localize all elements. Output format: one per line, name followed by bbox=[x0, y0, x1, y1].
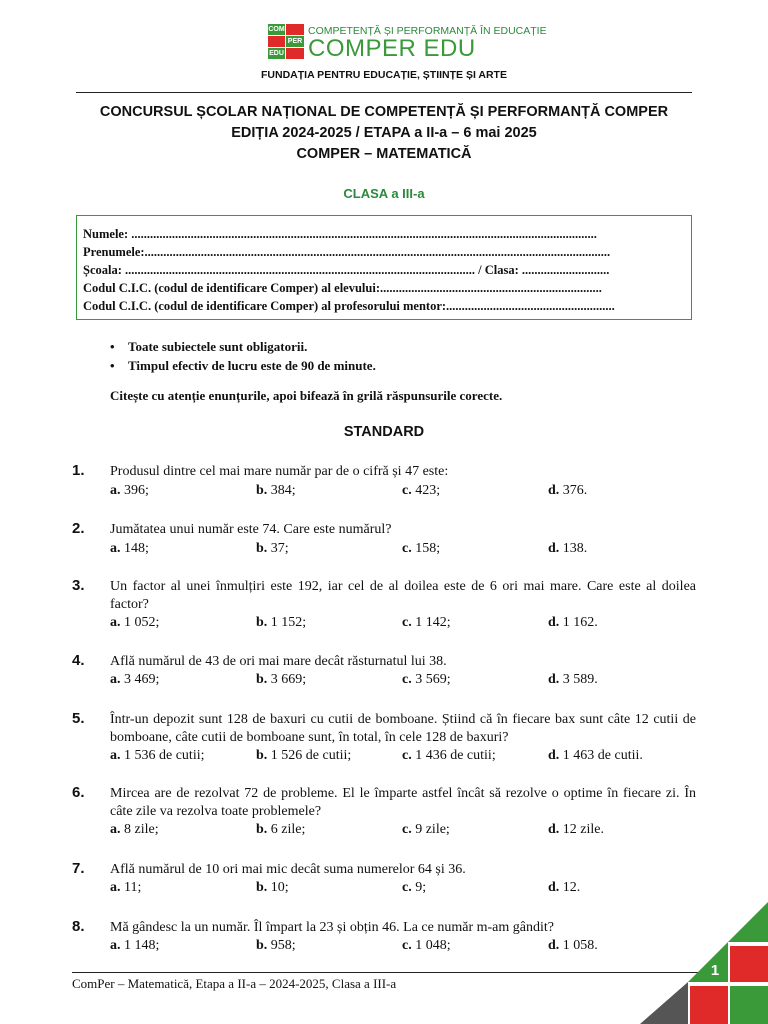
option-c[interactable]: c. 1 142; bbox=[402, 615, 451, 630]
option-d[interactable]: d. 138. bbox=[548, 541, 588, 556]
option-d[interactable]: d. 376. bbox=[548, 483, 588, 498]
question-number: 3. bbox=[72, 577, 85, 594]
option-a[interactable]: a. 148; bbox=[110, 541, 149, 556]
logo-cell bbox=[286, 48, 304, 59]
option-d[interactable]: d. 3 589. bbox=[548, 672, 598, 687]
logo-cell bbox=[268, 36, 285, 47]
rule-item bbox=[110, 356, 376, 375]
footer-divider bbox=[72, 972, 714, 973]
bullet-icon: • bbox=[110, 358, 115, 373]
option-b[interactable]: b. 37; bbox=[256, 541, 289, 556]
field-numele[interactable]: Numele: ..................................................................................................................................................... bbox=[83, 227, 597, 241]
footer-text: ComPer – Matematică, Etapa a II-a – 2024-2025, Clasa a III-a bbox=[72, 976, 397, 991]
option-d[interactable]: d. 12 zile. bbox=[548, 822, 605, 837]
option-c[interactable]: c. 423; bbox=[402, 483, 441, 498]
field-scoala-clasa[interactable]: Școala: ................................................................................................................ / Clasa: ............................ bbox=[83, 263, 610, 277]
question-text: Într-un depozit sunt 128 de baxuri cu cutii de bomboane. Știind că în fiecare bax sunt câte 12 cutii de bomboane, câte cutii de bomboane sunt, în total, în cele 128 de baxuri? bbox=[110, 712, 696, 745]
answer-options bbox=[110, 747, 696, 765]
question-text: Un factor al unei înmulțiri este 192, iar cel de al doilea este de 6 ori mai mare. Care este al doilea factor? bbox=[110, 579, 696, 612]
class-label: CLASA a III-a bbox=[343, 186, 425, 201]
logo-tagline: COMPETENȚĂ ȘI PERFORMANȚĂ ÎN EDUCAȚIE bbox=[308, 25, 547, 37]
contest-title: CONCURSUL ȘCOLAR NAȚIONAL DE COMPETENȚĂ ȘI PERFORMANȚĂ COMPER bbox=[99, 104, 669, 120]
bullet-icon: • bbox=[110, 339, 115, 354]
option-d[interactable]: d. 1 058. bbox=[548, 938, 598, 953]
logo-name: COMPER EDU bbox=[308, 35, 476, 62]
question-number: 8. bbox=[72, 918, 85, 935]
option-c[interactable]: c. 9; bbox=[402, 880, 427, 895]
answer-options bbox=[110, 821, 696, 839]
question-number: 2. bbox=[72, 520, 85, 537]
field-prenumele[interactable]: Prenumele:..................................................................................................................................................... bbox=[83, 245, 611, 259]
question-text: Mă gândesc la un număr. Îl împart la 23 și obțin 46. La ce număr m-am gândit? bbox=[110, 920, 554, 935]
question-text: Produsul dintre cel mai mare număr par de o cifră și 47 este: bbox=[110, 464, 449, 479]
identification-form bbox=[76, 215, 692, 320]
option-b[interactable]: b. 384; bbox=[256, 483, 296, 498]
comper-logo bbox=[268, 24, 547, 62]
option-a[interactable]: a. 3 469; bbox=[110, 672, 160, 687]
rules-list bbox=[110, 337, 376, 375]
option-b[interactable]: b. 958; bbox=[256, 938, 296, 953]
option-a[interactable]: a. 1 052; bbox=[110, 615, 160, 630]
option-d[interactable]: d. 1 463 de cutii. bbox=[548, 748, 643, 763]
deco-green-triangle bbox=[728, 902, 768, 942]
option-b[interactable]: b. 1 152; bbox=[256, 615, 307, 630]
question-text: Află numărul de 43 de ori mai mare decât răsturnatul lui 38. bbox=[110, 654, 447, 669]
question-number: 7. bbox=[72, 860, 85, 877]
question-number: 4. bbox=[72, 652, 85, 669]
subject-line: COMPER – MATEMATICĂ bbox=[296, 146, 472, 162]
question-number: 1. bbox=[72, 462, 85, 479]
deco-gray-triangle bbox=[640, 982, 688, 1024]
option-c[interactable]: c. 158; bbox=[402, 541, 441, 556]
answer-options bbox=[110, 482, 696, 500]
option-b[interactable]: b. 1 526 de cutii; bbox=[256, 748, 352, 763]
foundation-name: FUNDAȚIA PENTRU EDUCAȚIE, ȘTIINȚE ȘI ARTE bbox=[261, 69, 507, 81]
logo-mark bbox=[268, 24, 304, 60]
logo-cell: PER bbox=[287, 38, 303, 45]
edition-line: EDIȚIA 2024-2025 / ETAPA a II-a – 6 mai 2025 bbox=[231, 125, 537, 141]
question-text: Află numărul de 10 ori mai mic decât suma numerelor 64 și 36. bbox=[110, 862, 466, 877]
question-number: 6. bbox=[72, 784, 85, 801]
option-a[interactable]: a. 8 zile; bbox=[110, 822, 159, 837]
rule-text: Toate subiectele sunt obligatorii. bbox=[128, 339, 308, 354]
option-d[interactable]: d. 1 162. bbox=[548, 615, 598, 630]
option-c[interactable]: c. 1 436 de cutii; bbox=[402, 748, 496, 763]
deco-red-square bbox=[690, 986, 728, 1024]
field-cod-elev[interactable]: Codul C.I.C. (codul de identificare Comper) al elevului:....................................................................... bbox=[83, 281, 602, 295]
answer-options bbox=[110, 671, 696, 689]
option-b[interactable]: b. 3 669; bbox=[256, 672, 307, 687]
answer-options bbox=[110, 879, 696, 897]
answer-options bbox=[110, 540, 696, 558]
answer-options bbox=[110, 937, 696, 955]
option-b[interactable]: b. 6 zile; bbox=[256, 822, 306, 837]
instructions-note: Citește cu atenție enunțurile, apoi bifează în grilă răspunsurile corecte. bbox=[110, 388, 503, 403]
option-b[interactable]: b. 10; bbox=[256, 880, 289, 895]
logo-cell bbox=[286, 24, 304, 35]
header-divider bbox=[76, 92, 692, 93]
question-number: 5. bbox=[72, 710, 85, 727]
option-a[interactable]: a. 11; bbox=[110, 880, 142, 895]
rule-text: Timpul efectiv de lucru este de 90 de minute. bbox=[128, 358, 376, 373]
logo-cell: COM bbox=[268, 26, 285, 33]
page-number: 1 bbox=[710, 962, 720, 979]
answer-options bbox=[110, 614, 696, 632]
deco-green-square bbox=[730, 986, 768, 1024]
question-text: Jumătatea unui număr este 74. Care este numărul? bbox=[110, 522, 392, 537]
option-a[interactable]: a. 396; bbox=[110, 483, 149, 498]
option-c[interactable]: c. 3 569; bbox=[402, 672, 451, 687]
deco-red-square bbox=[730, 946, 768, 982]
option-a[interactable]: a. 1 148; bbox=[110, 938, 160, 953]
question-text: Mircea are de rezolvat 72 de probleme. El le împarte astfel încât să rezolve o optime în fiecare zi. În câte zile va rezolva toate problemele? bbox=[110, 786, 696, 819]
option-c[interactable]: c. 9 zile; bbox=[402, 822, 450, 837]
option-a[interactable]: a. 1 536 de cutii; bbox=[110, 748, 205, 763]
section-heading: STANDARD bbox=[343, 424, 425, 440]
field-cod-profesor[interactable]: Codul C.I.C. (codul de identificare Comper) al profesorului mentor:...................................................... bbox=[83, 299, 615, 313]
rule-item bbox=[110, 337, 376, 356]
logo-cell: EDU bbox=[269, 50, 284, 57]
option-c[interactable]: c. 1 048; bbox=[402, 938, 451, 953]
option-d[interactable]: d. 12. bbox=[548, 880, 581, 895]
